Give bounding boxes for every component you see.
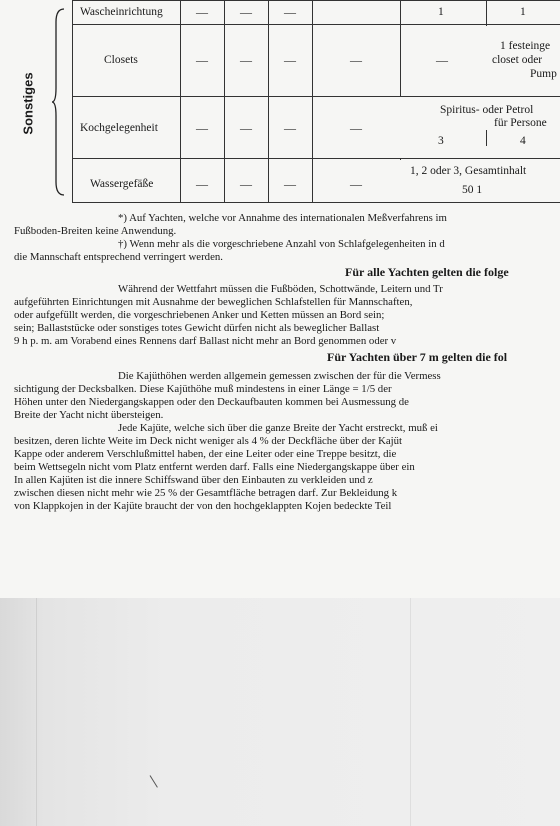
paragraph-line: aufgeführten Einrichtungen mit Ausnahme der beweglichen Schlafstellen für Mannschaften, [14,296,413,308]
section-heading: Für Yachten über 7 m gelten die fol [327,350,508,364]
paragraph-line: von Klappkojen in der Kajüte braucht der von den hochgeklappten Kojen bedeckte Teil [14,500,392,512]
paper-fold-line [36,598,37,826]
dash: — [436,53,448,67]
dash: — [284,5,296,19]
dash: — [284,53,296,67]
row-label-wassergefaesse: Wassergefäße [90,178,154,190]
cell-text: Pump [530,68,557,80]
paragraph-line: In allen Kajüten ist die innere Schiffswand über den Einbauten zu verkleiden und z [14,474,373,486]
group-brace [52,8,66,196]
row-label-closets: Closets [104,54,138,66]
paragraph-line: Kappe oder anderem Verschlußmittel haben, der eine Leiter oder eine Treppe besitzt, die [14,448,397,460]
dash: — [350,53,362,67]
footnote-line: die Mannschaft entsprechend verringert werden. [14,251,223,263]
paragraph-line: sein; Ballaststücke oder sonstiges totes Gewicht dürfen nicht als beweglicher Ballast [14,322,380,334]
equipment-table [0,0,560,198]
cell-text: closet oder [492,54,543,66]
dash: — [240,177,252,191]
cell-text: Spiritus- oder Petrol [440,104,534,116]
row-label-wascheinrichtung: Wascheinrichtung [80,6,163,18]
footnote-line: Fußboden-Breiten keine Anwendung. [14,225,177,237]
paper-fold-line [410,598,411,826]
paragraph-line: Breite der Yacht nicht übersteigen. [14,409,164,421]
dash: — [240,5,252,19]
dash: — [240,121,252,135]
dash: — [196,5,208,19]
dash: — [350,177,362,191]
paragraph-line: 9 h p. m. am Vorabend eines Rennens darf Ballast nicht mehr an Bord genommen oder v [14,335,397,347]
dash: — [284,121,296,135]
paragraph-line: Jede Kajüte, welche sich über die ganze Breite der Yacht erstreckt, muß ei [118,422,438,434]
cell-value: 3 [438,135,444,147]
cell-value: 4 [520,135,526,147]
paragraph-line: Während der Wettfahrt müssen die Fußböden, Schottwände, Leitern und Tr [118,283,443,295]
paragraph-line: zwischen diesen nicht mehr wie 25 % der Gesamtfläche betragen darf. Zur Bekleidung k [14,487,398,499]
row-label-kochgelegenheit: Kochgelegenheit [80,122,158,134]
section-heading: Für alle Yachten gelten die folge [345,265,509,279]
cell-value: 1 [438,6,444,18]
dash: — [196,121,208,135]
dash: — [196,53,208,67]
paragraph-line: Die Kajüthöhen werden allgemein gemessen zwischen der für die Vermess [118,370,441,382]
paragraph-line: Höhen unter den Niedergangskappen oder den Deckaufbauten kommen bei Ausmessung de [14,396,409,408]
paragraph-line: besitzen, deren lichte Weite im Deck nicht weniger als 4 % der Deckfläche über der Kajüt [14,435,403,447]
cell-text: 50 1 [462,184,483,196]
dash: — [196,177,208,191]
cell-text: für Persone [494,117,547,129]
footnote-line: †) Wenn mehr als die vorgeschriebene Anzahl von Schlafgelegenheiten in d [118,238,445,250]
dash: — [284,177,296,191]
dash: — [240,53,252,67]
dash: — [350,121,362,135]
footnote-line: *) Auf Yachten, welche vor Annahme des internationalen Meßverfahrens im [118,212,447,224]
group-label: Sonstiges [20,71,36,135]
paragraph-line: beim Wettsegeln nicht vom Platz entfernt werden darf. Falls eine Niedergangskappe über ein [14,461,415,473]
blank-backing-area [0,598,560,826]
cell-value: 1 [520,6,526,18]
cell-text: 1, 2 oder 3, Gesamtinhalt [410,165,527,177]
paragraph-line: sichtigung der Decksbalken. Diese Kajüthöhe muß mindestens in einer Länge = 1/5 der [14,383,392,395]
cell-text: 1 festeinge [500,40,551,52]
paragraph-line: oder aufgefüllt werden, die vorgeschriebenen Anker und Ketten müssen an Bord sein; [14,309,385,321]
